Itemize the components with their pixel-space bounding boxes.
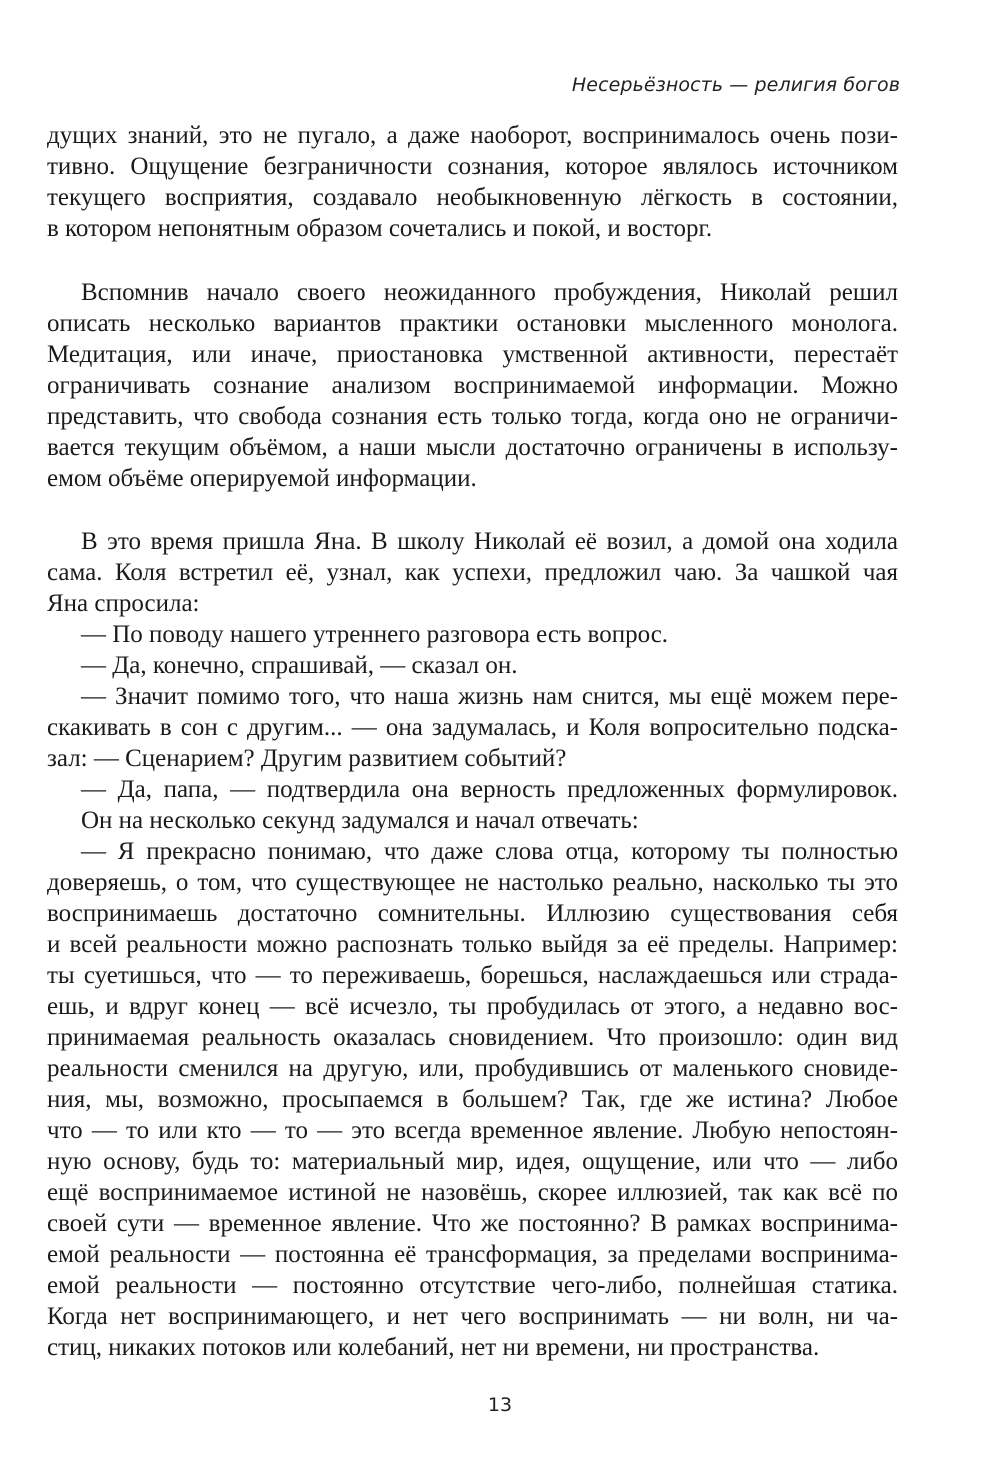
text-line: ную основу, будь то: материальный мир, идея, ощущение, или что — либо [47,1148,898,1175]
text-line: Он на несколько секунд задумался и начал отвечать: [81,807,639,834]
text-line: емой реальности — постоянно отсутствие чего-либо, полнейшая статика. [47,1272,898,1299]
text-line: и всей реальности можно распознать только выйдя за её пределы. Например: [47,931,898,958]
text-line: Яна спросила: [47,590,200,617]
text-line: Когда нет воспринимающего, и нет чего воспринимать — ни волн, ни ча- [47,1303,898,1330]
text-line: зал: — Сценарием? Другим развитием событий? [47,745,567,772]
text-line: В это время пришла Яна. В школу Николай её возил, а домой она ходила [81,528,898,555]
dialogue-line: — Я прекрасно понимаю, что даже слова отца, которому ты полностью [81,838,898,865]
text-line: представить, что свобода сознания есть только тогда, когда оно не ограничи- [47,403,898,430]
text-line: ты суетишься, что — то переживаешь, борешься, наслаждаешься или страда- [47,962,898,989]
text-line: ния, мы, возможно, просыпаемся в большем? Так, где же истина? Любое [47,1086,898,1113]
text-line: емой реальности — постоянна её трансформация, за пределами воспринима- [47,1241,898,1268]
text-line: ещё воспринимаемое истиной не назовёшь, скорее иллюзией, так как всё по [47,1179,898,1206]
text-line: стиц, никаких потоков или колебаний, нет ни времени, ни пространства. [47,1334,820,1361]
paragraph-3 [47,526,898,1363]
text-line: в котором непонятным образом сочетались и покой, и восторг. [47,215,713,242]
dialogue-line: — Да, папа, — подтвердила она верность предложенных формулировок. [81,776,898,803]
text-line: принимаемая реальность оказалась сновидением. Что произошло: один вид [47,1024,898,1051]
dialogue-line: — Значит помимо того, что наша жизнь нам снится, мы ещё можем пере- [81,683,898,710]
running-header: Несерьёзность — религия богов [571,74,900,96]
text-line: сама. Коля встретил её, узнал, как успехи, предложил чаю. За чашкой чая [47,559,898,586]
text-line: ешь, и вдруг конец — всё исчезло, ты пробудилась от этого, а недавно вос- [47,993,898,1020]
page-number: 13 [487,1394,513,1416]
paragraph-2 [47,277,898,494]
text-line: вается текущим объёмом, а наши мысли достаточно ограничены в использу- [47,434,898,461]
text-line: что — то или кто — то — это всегда временное явление. Любую непостоян- [47,1117,898,1144]
dialogue-line: — По поводу нашего утреннего разговора есть вопрос. [81,621,669,648]
text-line: описать несколько вариантов практики остановки мысленного монолога. [47,310,898,337]
text-line: воспринимаешь достаточно сомнительны. Иллюзию существования себя [47,900,898,927]
text-line: Медитация, или иначе, приостановка умственной активности, перестаёт [47,341,898,368]
text-line: дущих знаний, это не пугало, а даже наоборот, воспринималось очень пози- [47,122,898,149]
text-line: текущего восприятия, создавало необыкновенную лёгкость в состоянии, [47,184,898,211]
text-line: Вспомнив начало своего неожиданного пробуждения, Николай решил [81,279,898,306]
text-line: емом объёме оперируемой информации. [47,465,477,492]
text-line: доверяешь, о том, что существующее не настолько реально, насколько ты это [47,869,898,896]
text-line: ограничивать сознание анализом воспринимаемой информации. Можно [47,372,898,399]
paragraph-1 [47,120,898,244]
text-line: тивно. Ощущение безграничности сознания, которое являлось источником [47,153,898,180]
dialogue-line: — Да, конечно, спрашивай, — сказал он. [81,652,518,679]
text-line: своей сути — временное явление. Что же постоянно? В рамках воспринима- [47,1210,898,1237]
text-line: скакивать в сон с другим... — она задумалась, и Коля вопросительно подска- [47,714,898,741]
text-line: реальности сменился на другую, или, пробудившись от маленького сновиде- [47,1055,898,1082]
